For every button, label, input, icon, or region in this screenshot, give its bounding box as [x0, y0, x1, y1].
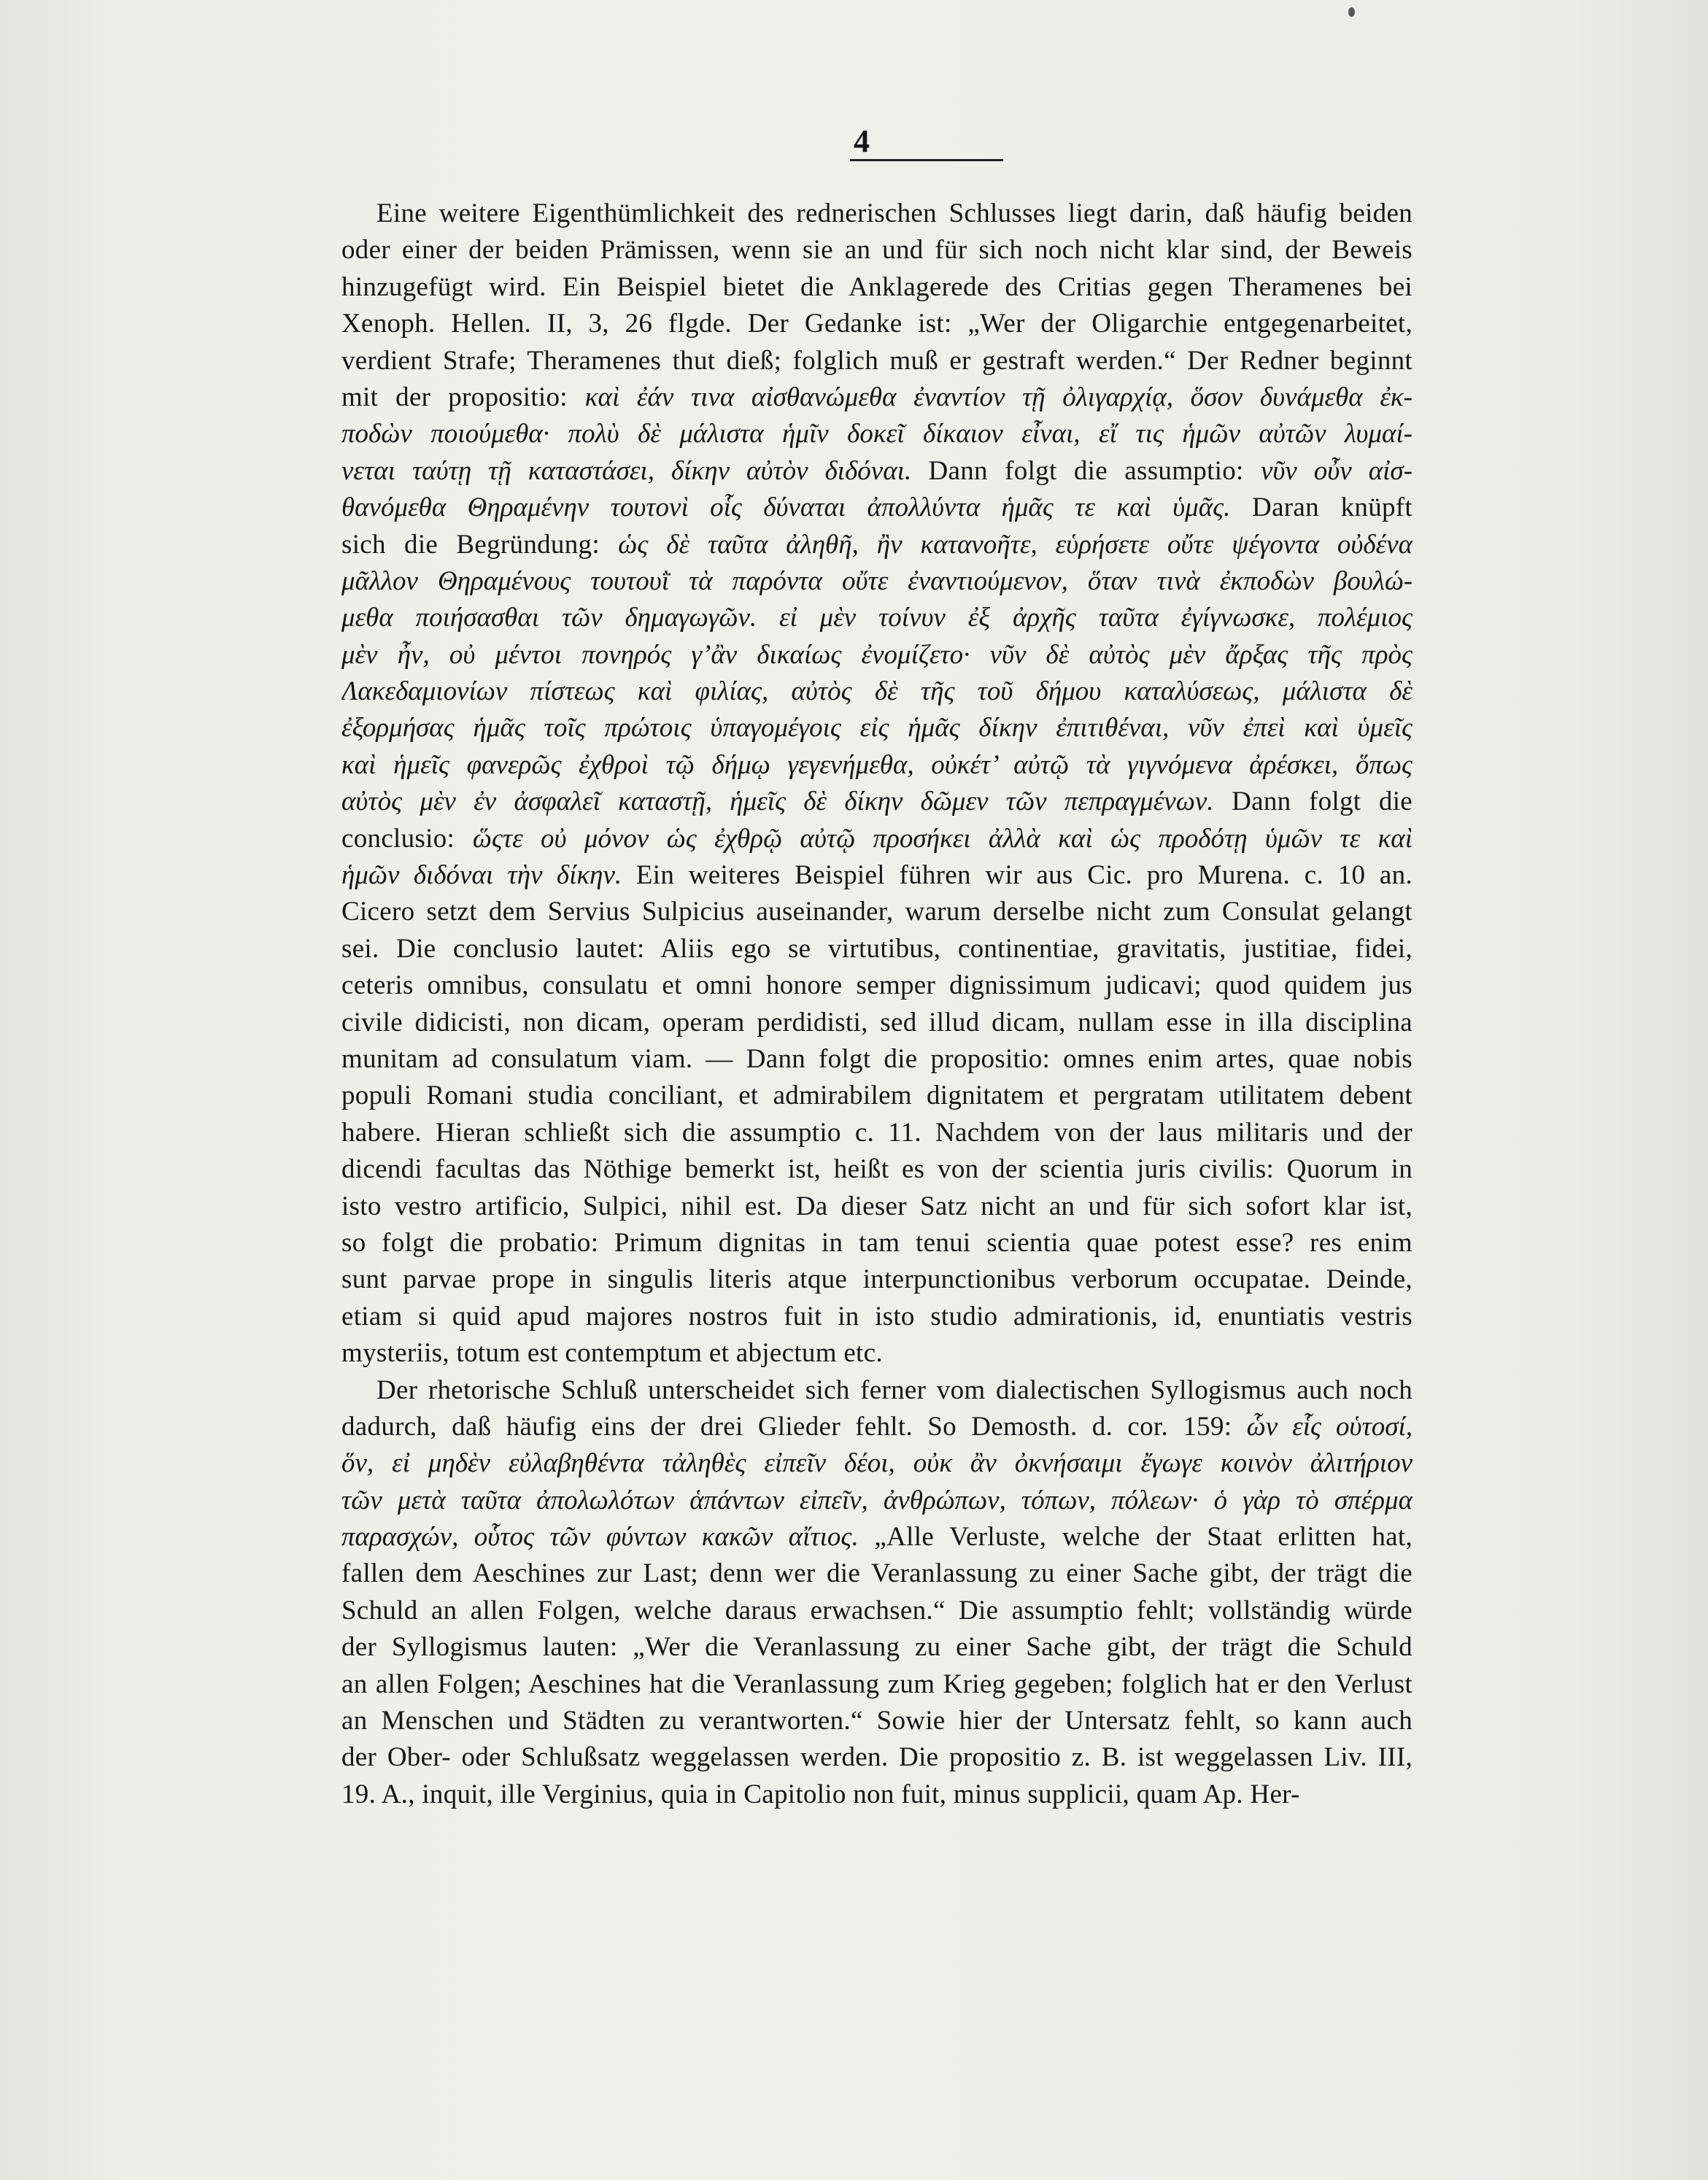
- text-line: [341, 637, 1413, 673]
- text-line: [341, 232, 1413, 268]
- text-line: [341, 857, 1413, 894]
- german-text: der Ober- oder Schlußsatz weggelassen werden. Die propositio z. B. ist weggelassen Liv. III,: [341, 1742, 1413, 1773]
- german-text: „Alle Verluste, welche der Staat erlitten hat,: [858, 1522, 1413, 1553]
- german-text: Dann folgt die: [1213, 786, 1413, 817]
- german-text: so folgt die probatio: Primum dignitas in tam tenui scientia quae potest esse? res enim: [341, 1227, 1413, 1258]
- text-line: [341, 416, 1413, 452]
- text-line: [341, 490, 1413, 526]
- german-text: etiam si quid apud majores nostros fuit in isto studio admirationis, id, enuntiatis vestris: [341, 1301, 1413, 1331]
- text-line: [341, 710, 1413, 746]
- text-line: [341, 379, 1413, 416]
- greek-text: νῦν οὖν αἰσ-: [1260, 455, 1413, 486]
- paragraph: [341, 196, 1413, 1372]
- german-text: Der rhetorische Schluß unterscheidet sich ferner vom dialectischen Syllogismus auch noch: [376, 1375, 1413, 1405]
- greek-text: καὶ ἐάν τινα αἰσθανώμεθα ἐναντίον τῇ ὀλιγαρχίᾳ, ὅσον δυνάμεθα ἐκ-: [584, 382, 1413, 412]
- text-line: [341, 306, 1413, 342]
- german-text: Eine weitere Eigenthümlichkeit des rednerischen Schlusses liegt darin, daß häufig beiden: [376, 198, 1413, 228]
- german-text: sich die Begründung:: [341, 529, 619, 560]
- text-line: [341, 1666, 1413, 1703]
- german-text: Xenoph. Hellen. II, 3, 26 flgde. Der Gedanke ist: „Wer der Oligarchie entgegenarbeitet,: [341, 309, 1413, 339]
- greek-text: ἐξορμήσας ἡμᾶς τοῖς πρώτοις ὑπαγομέγοις εἰς ἡμᾶς δίκην ἐπιτιθέναι, νῦν ἐπεὶ καὶ ὑμεῖς: [341, 713, 1413, 743]
- text-line: [341, 673, 1413, 710]
- text-line: [341, 1739, 1413, 1776]
- german-text: ceteris omnibus, consulatu et omni honore semper dignissimum judicavi; quod quidem jus: [341, 970, 1413, 1001]
- german-text: Cicero setzt dem Servius Sulpicius auseinander, warum derselbe nicht zum Consulat gelangt: [341, 897, 1413, 927]
- text-line: [341, 600, 1413, 636]
- text-line: [341, 453, 1413, 490]
- german-text: mit der propositio:: [341, 382, 585, 412]
- text-line: [341, 747, 1413, 784]
- german-text: fallen dem Aeschines zur Last; denn wer die Veranlassung zu einer Sache gibt, der trägt die: [341, 1558, 1413, 1589]
- text-line: [341, 527, 1413, 563]
- text-line: [341, 343, 1413, 379]
- german-text: populi Romani studia conciliant, et admirabilem dignitatem et pergratam utilitatem debent: [341, 1081, 1413, 1111]
- german-text: verdient Strafe; Theramenes thut dieß; folglich muß er gestraft werden.“ Der Redner beginnt: [341, 345, 1413, 376]
- text-line: [341, 1261, 1413, 1298]
- text-line: [341, 269, 1413, 306]
- text-line: [341, 1777, 1413, 1813]
- text-line: [341, 1372, 1413, 1409]
- german-text: habere. Hieran schließt sich die assumptio c. 11. Nachdem von der laus militaris und der: [341, 1117, 1413, 1148]
- text-line: [341, 1409, 1413, 1445]
- page-number-rule: [850, 159, 1003, 161]
- text-line: [341, 1519, 1413, 1555]
- german-text: isto vestro artificio, Sulpici, nihil est. Da dieser Satz nicht an und für sich sofort klar ist,: [341, 1191, 1413, 1221]
- text-line: [341, 1005, 1413, 1041]
- german-text: der Syllogismus lauten: „Wer die Veranlassung zu einer Sache gibt, der trägt die Schuld: [341, 1632, 1413, 1663]
- german-text: Daran knüpft: [1230, 492, 1413, 523]
- greek-text: μεθα ποιήσασθαι τῶν δημαγωγῶν. εἰ μὲν τοίνυν ἐξ ἀρχῆς ταῦτα ἐγίγνωσκε, πολέμιος: [341, 603, 1413, 633]
- text-line: [341, 1335, 1413, 1372]
- text-line: [341, 1445, 1413, 1482]
- german-text: an allen Folgen; Aeschines hat die Veranlassung zum Krieg gegeben; folglich hat er den Verlust: [341, 1669, 1413, 1699]
- german-text: mysteriis, totum est contemptum et abjectum etc.: [341, 1338, 883, 1369]
- text-line: [341, 1041, 1413, 1078]
- text-line: [341, 563, 1413, 600]
- german-text: civile didicisti, non dicam, operam perdidisti, sed illud dicam, nullam esse in illa disciplina: [341, 1007, 1413, 1037]
- greek-text: ὡς δὲ ταῦτα ἀληθῆ, ἢν κατανοῆτε, εὑρήσετε οὔτε ψέγοντα οὐδένα: [618, 529, 1413, 560]
- text-line: [341, 1703, 1413, 1739]
- text-line: [341, 894, 1413, 930]
- german-text: Dann folgt die assumptio:: [911, 455, 1261, 486]
- text-line: [341, 1115, 1413, 1151]
- german-text: oder einer der beiden Prämissen, wenn sie an und für sich noch nicht klar sind, der Beweis: [341, 235, 1413, 266]
- ink-speck: [1348, 7, 1355, 17]
- text-line: [341, 1555, 1413, 1592]
- greek-text: νεται ταύτῃ τῇ καταστάσει, δίκην αὐτὸν διδόναι.: [341, 455, 912, 486]
- text-line: [341, 967, 1413, 1004]
- german-text: sunt parvae prope in singulis literis atque interpunctionibus verborum occupatae. Deinde,: [341, 1264, 1413, 1295]
- german-text: Schuld an allen Folgen, welche daraus erwachsen.“ Die assumptio fehlt; vollständig würde: [341, 1595, 1413, 1626]
- german-text: Ein weiteres Beispiel führen wir aus Cic. pro Murena. c. 10 an.: [622, 860, 1413, 891]
- german-text: 19. A., inquit, ille Verginius, quia in Capitolio non fuit, minus supplicii, quam Ap. Her-: [341, 1779, 1300, 1809]
- text-line: [341, 1483, 1413, 1519]
- body-text: [341, 196, 1413, 1813]
- text-line: [341, 1151, 1413, 1188]
- german-text: dadurch, daß häufig eins der drei Glieder fehlt. So Demosth. d. cor. 159:: [341, 1411, 1247, 1442]
- text-line: [341, 1078, 1413, 1114]
- text-line: [341, 1225, 1413, 1261]
- text-line: [341, 931, 1413, 967]
- greek-text: παρασχών, οὗτος τῶν φύντων κακῶν αἴτιος.: [341, 1522, 859, 1553]
- paragraph: [341, 1372, 1413, 1814]
- german-text: munitam ad consulatum viam. — Dann folgt die propositio: omnes enim artes, quae nobis: [341, 1043, 1413, 1074]
- german-text: hinzugefügt wird. Ein Beispiel bietet die Anklagerede des Critias gegen Theramenes bei: [341, 271, 1413, 302]
- greek-text: μᾶλλον Θηραμένους τουτουῒ τὰ παρόντα οὔτε ἐναντιούμενον, ὅταν τινὰ ἐκποδὼν βουλώ-: [341, 565, 1413, 596]
- page-number: 4: [854, 123, 870, 159]
- german-text: sei. Die conclusio lautet: Aliis ego se virtutibus, continentiae, gravitatis, justitiae, fidei,: [341, 933, 1413, 964]
- greek-text: ποδὼν ποιούμεθα· πολὺ δὲ μάλιστα ἡμῖν δοκεῖ δίκαιον εἶναι, εἴ τις ἡμῶν αὐτῶν λυμαί-: [341, 419, 1413, 449]
- german-text: dicendi facultas das Nöthige bemerkt ist, heißt es von der scientia juris civilis: Quorum in: [341, 1154, 1413, 1185]
- text-line: [341, 1188, 1413, 1225]
- greek-text: ὧν εἷς οὑτοσί,: [1246, 1411, 1413, 1442]
- german-text: conclusio:: [341, 823, 473, 854]
- text-line: [341, 196, 1413, 232]
- greek-text: ἡμῶν διδόναι τὴν δίκην.: [341, 860, 622, 891]
- text-line: [341, 821, 1413, 857]
- greek-text: θανόμεθα Θηραμένην τουτονὶ οἷς δύναται ἀπολλύντα ἡμᾶς τε καὶ ὑμᾶς.: [341, 492, 1231, 523]
- text-line: [341, 1593, 1413, 1629]
- greek-text: ὥςτε οὐ μόνον ὡς ἐχθρῷ αὐτῷ προσήκει ἀλλὰ καὶ ὡς προδότῃ ὑμῶν τε καὶ: [472, 823, 1413, 854]
- greek-text: Λακεδαμιονίων πίστεως καὶ φιλίας, αὐτὸς δὲ τῆς τοῦ δήμου καταλύσεως, μάλιστα δὲ: [341, 676, 1413, 707]
- text-line: [341, 1299, 1413, 1335]
- greek-text: τῶν μετὰ ταῦτα ἀπολωλότων ἁπάντων εἰπεῖν, ἀνθρώπων, τόπων, πόλεων· ὁ γὰρ τὸ σπέρμα: [341, 1485, 1413, 1515]
- greek-text: καὶ ἡμεῖς φανερῶς ἐχθροὶ τῷ δήμῳ γεγενήμεθα, οὐκέτ’ αὐτῷ τὰ γιγνόμενα ἀρέσκει, ὅπως: [341, 749, 1413, 780]
- greek-text: ὅν, εἰ μηδὲν εὐλαβηθέντα τἀληθὲς εἰπεῖν δέοι, οὐκ ἂν ὀκνήσαιμι ἔγωγε κοινὸν ἀλιτήριον: [341, 1448, 1413, 1479]
- greek-text: μὲν ἦν, οὐ μέντοι πονηρός γ’ἂν δικαίως ἐνομίζετο· νῦν δὲ αὐτὸς μὲν ἄρξας τῆς πρὸς: [341, 639, 1413, 670]
- greek-text: αὐτὸς μὲν ἐν ἀσφαλεῖ καταστῇ, ἡμεῖς δὲ δίκην δῶμεν τῶν πεπραγμένων.: [341, 786, 1214, 817]
- text-line: [341, 784, 1413, 820]
- german-text: an Menschen und Städten zu verantworten.“ Sowie hier der Untersatz fehlt, so kann auch: [341, 1706, 1413, 1736]
- text-line: [341, 1629, 1413, 1666]
